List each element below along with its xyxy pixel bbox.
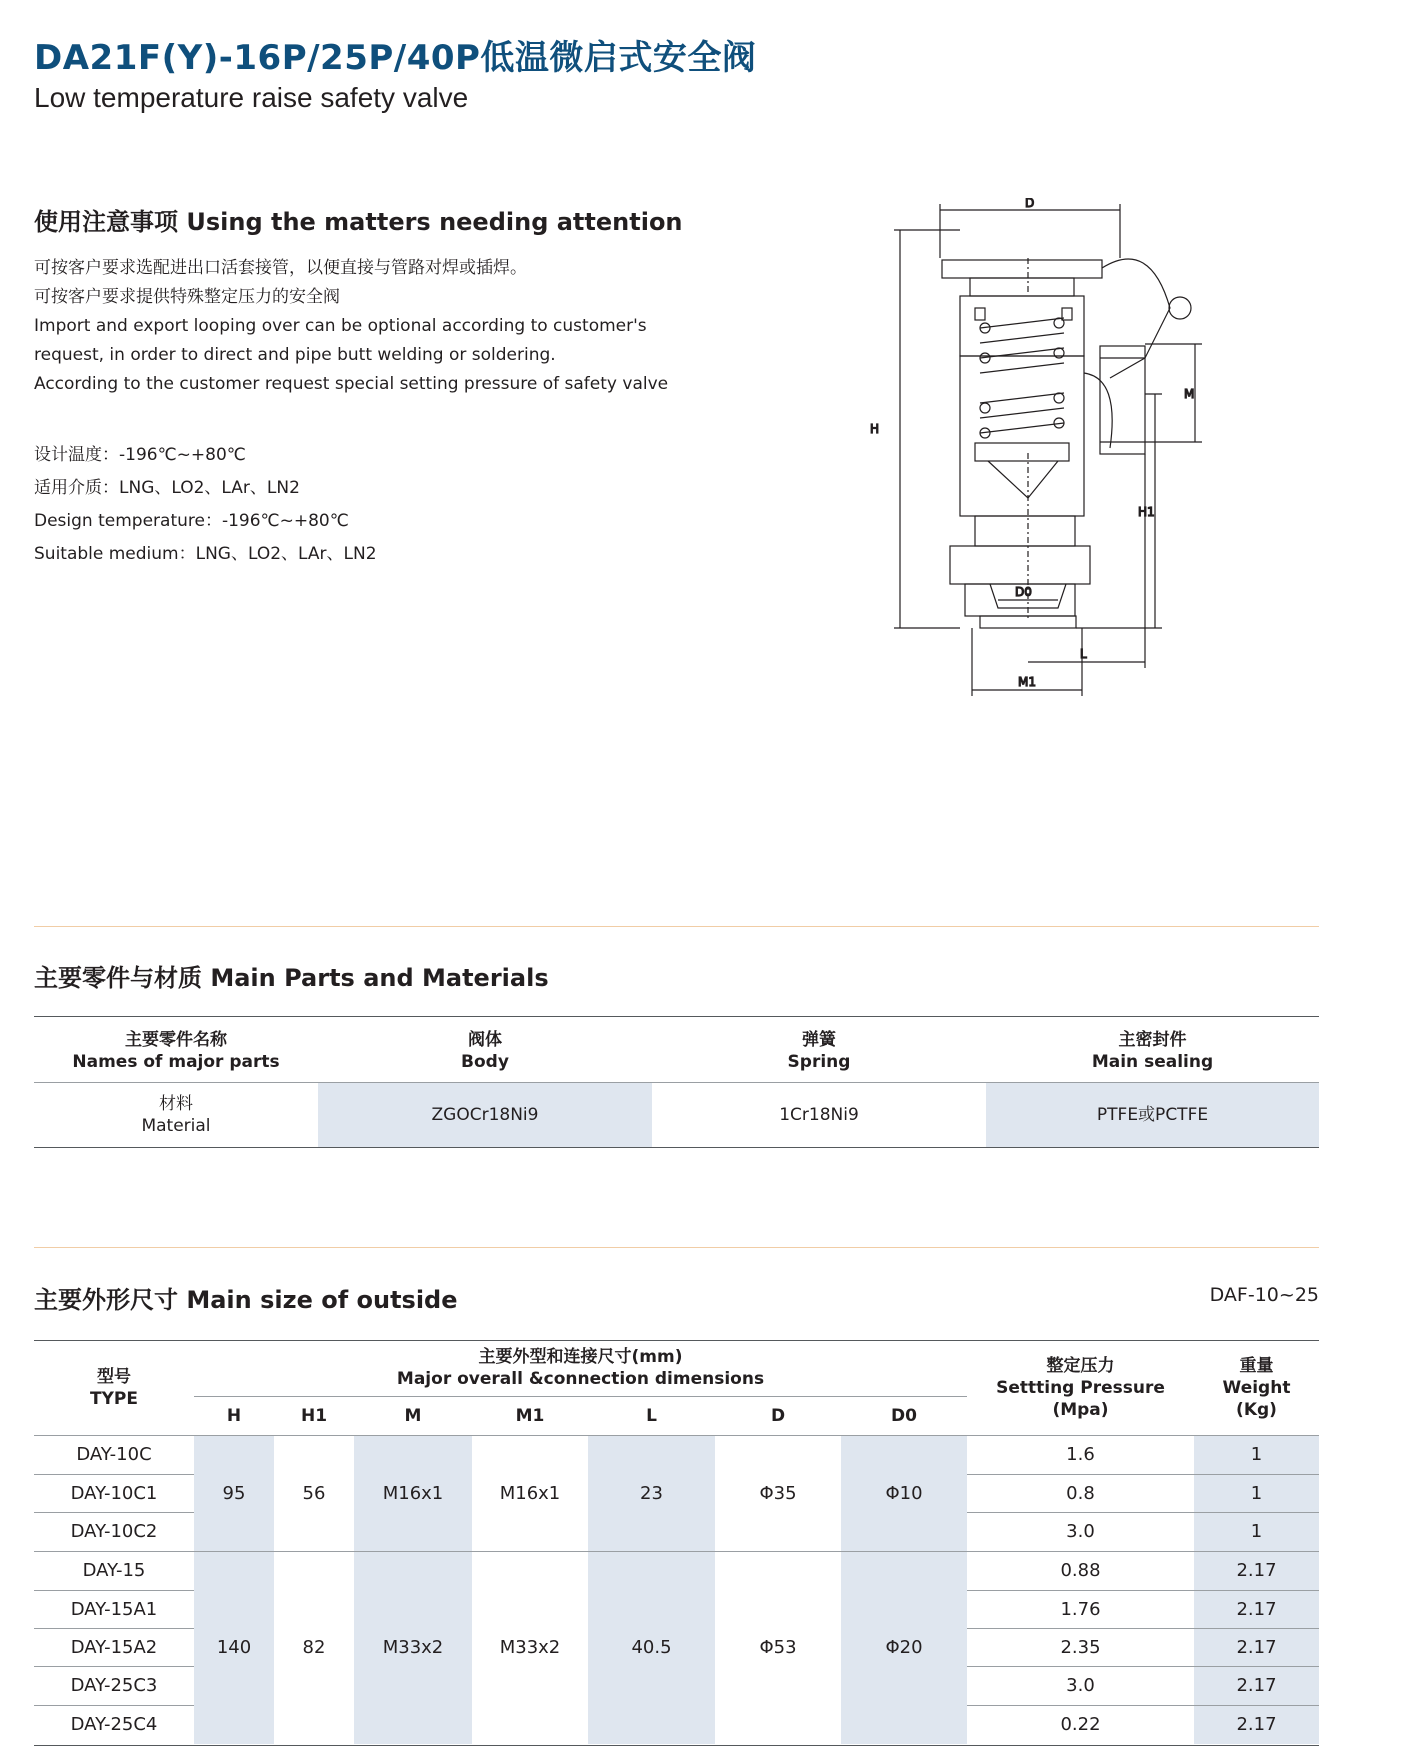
parts-header-en: Main sealing [1091, 1052, 1214, 1072]
attention-line: Import and export looping over can be optional according to customer's [34, 316, 647, 336]
type-cell: DAY-25C4 [70, 1714, 158, 1735]
dim-label-l: L [1080, 647, 1087, 661]
pressure-cell: 2.35 [1060, 1636, 1101, 1658]
dim-value: 40.5 [631, 1637, 672, 1658]
dim-value: 82 [302, 1637, 326, 1658]
attention-line: 可按客户要求选配进出口活套接管，以便直接与管路对焊或插焊。 [34, 258, 527, 278]
weight-cell: 2.17 [1236, 1675, 1277, 1696]
parts-material-body: ZGOCr18Ni9 [318, 1083, 652, 1147]
weight-header-en: Weight [1222, 1377, 1291, 1398]
valve-drawing [850, 198, 1210, 802]
dim-value: Φ10 [885, 1482, 923, 1504]
parts-row-label [34, 1083, 318, 1147]
dim-value: 95 [222, 1482, 246, 1504]
weight-header-cn: 重量 [1239, 1355, 1274, 1376]
type-cell: DAY-10C [76, 1444, 152, 1465]
pressure-cell: 1.76 [1060, 1598, 1101, 1620]
dim-value: Φ20 [885, 1637, 923, 1658]
dim-col-l: L [646, 1405, 657, 1426]
page-subtitle: Low temperature raise safety valve [34, 82, 469, 113]
dim-col-h1: H1 [300, 1405, 328, 1426]
weight-header [1194, 1341, 1319, 1434]
pressure-cell: 3.0 [1066, 1521, 1095, 1542]
dims-header [194, 1341, 967, 1395]
parts-header-name [34, 1020, 318, 1082]
weight-cell: 1 [1250, 1482, 1263, 1504]
type-header-cn: 型号 [97, 1366, 131, 1387]
dim-value: 23 [640, 1482, 663, 1504]
parts-header-en: Spring [787, 1052, 851, 1072]
parts-header-body [318, 1020, 652, 1082]
dim-label-d0: D0 [1015, 585, 1032, 599]
attention-heading: 使用注意事项 Using the matters needing attention [34, 208, 683, 236]
spec-line: Design temperature：-196℃~+80℃ [34, 511, 349, 531]
dim-label-m: M [1184, 387, 1195, 401]
page-title: DA21F(Y)-16P/25P/40P低温微启式安全阀 [34, 38, 757, 78]
dim-value: 140 [216, 1637, 252, 1658]
pressure-cell: 0.88 [1060, 1560, 1101, 1581]
weight-cell: 2.17 [1236, 1714, 1277, 1735]
weight-cell: 1 [1250, 1521, 1263, 1542]
dim-col-m: M [404, 1405, 422, 1426]
parts-row-en: Material [141, 1116, 211, 1136]
parts-header-spring [652, 1020, 986, 1082]
parts-header-cn: 主要零件名称 [125, 1030, 227, 1050]
dims-header-cn: 主要外型和连接尺寸(mm) [478, 1347, 683, 1367]
section-divider [34, 1247, 1319, 1248]
dim-col-d0: D0 [891, 1405, 917, 1426]
parts-row-cn: 材料 [159, 1094, 193, 1114]
dim-col-d: D [770, 1405, 786, 1426]
attention-line: request, in order to direct and pipe butt welding or soldering. [34, 345, 556, 365]
dim-col-m1: M1 [515, 1405, 545, 1426]
parts-header-cn: 主密封件 [1118, 1030, 1187, 1050]
spec-line: 适用介质：LNG、LO2、LAr、LN2 [34, 478, 300, 498]
dim-label-m1: M1 [1018, 675, 1036, 689]
weight-cell: 1 [1250, 1444, 1263, 1465]
table-rule [34, 1745, 1319, 1746]
dim-value: M33x2 [382, 1637, 444, 1658]
pressure-cell: 0.8 [1066, 1482, 1095, 1504]
parts-header-sealing [986, 1020, 1319, 1082]
parts-header-en: Body [461, 1052, 509, 1072]
sizes-heading: 主要外形尺寸 Main size of outside [34, 1286, 458, 1314]
weight-cell: 2.17 [1236, 1636, 1277, 1658]
weight-cell: 2.17 [1236, 1560, 1277, 1581]
dim-value: M33x2 [499, 1637, 561, 1658]
pressure-cell: 0.22 [1060, 1714, 1101, 1735]
weight-header-unit: (Kg) [1236, 1399, 1277, 1420]
pressure-header-en: Settting Pressure [996, 1377, 1165, 1398]
parts-heading: 主要零件与材质 Main Parts and Materials [34, 964, 549, 992]
dim-label-h: H [870, 422, 880, 436]
section-divider [34, 926, 1319, 927]
parts-material-sealing: PTFE或PCTFE [986, 1083, 1319, 1147]
attention-line: 可按客户要求提供特殊整定压力的安全阀 [34, 287, 340, 307]
pressure-header [967, 1341, 1194, 1434]
type-header-en: TYPE [90, 1388, 138, 1409]
dim-col-h: H [226, 1405, 242, 1426]
dim-label-h1: H1 [1138, 505, 1155, 519]
dim-value: M16x1 [382, 1482, 444, 1504]
pressure-header-unit: (Mpa) [1052, 1399, 1109, 1420]
dim-value: Φ35 [759, 1482, 797, 1504]
table-rule [34, 1147, 1319, 1148]
table-rule [34, 1016, 1319, 1017]
sizes-range-label: DAF-10~25 [1209, 1284, 1319, 1306]
dim-label-d: D [1025, 198, 1035, 210]
type-cell: DAY-15 [82, 1560, 146, 1581]
pressure-header-cn: 整定压力 [1046, 1355, 1115, 1376]
dims-header-en: Major overall &connection dimensions [396, 1369, 765, 1389]
pressure-cell: 3.0 [1066, 1675, 1095, 1696]
parts-header-cn: 阀体 [468, 1030, 502, 1050]
spec-line: Suitable medium：LNG、LO2、LAr、LN2 [34, 544, 377, 564]
dim-value: 56 [302, 1482, 326, 1504]
parts-header-en: Names of major parts [72, 1052, 280, 1072]
type-cell: DAY-10C2 [70, 1521, 158, 1542]
parts-header-cn: 弹簧 [802, 1030, 836, 1050]
type-cell: DAY-25C3 [70, 1675, 158, 1696]
attention-line: According to the customer request special setting pressure of safety valve [34, 374, 669, 394]
pressure-cell: 1.6 [1066, 1444, 1095, 1465]
dim-value: Φ53 [759, 1637, 797, 1658]
type-cell: DAY-15A2 [70, 1636, 158, 1658]
type-cell: DAY-15A1 [70, 1598, 158, 1620]
dim-value: M16x1 [499, 1482, 561, 1504]
spec-line: 设计温度：-196℃~+80℃ [34, 445, 246, 465]
parts-material-spring: 1Cr18Ni9 [779, 1105, 859, 1125]
type-cell: DAY-10C1 [70, 1482, 158, 1504]
type-header [34, 1341, 194, 1434]
weight-cell: 2.17 [1236, 1598, 1277, 1620]
